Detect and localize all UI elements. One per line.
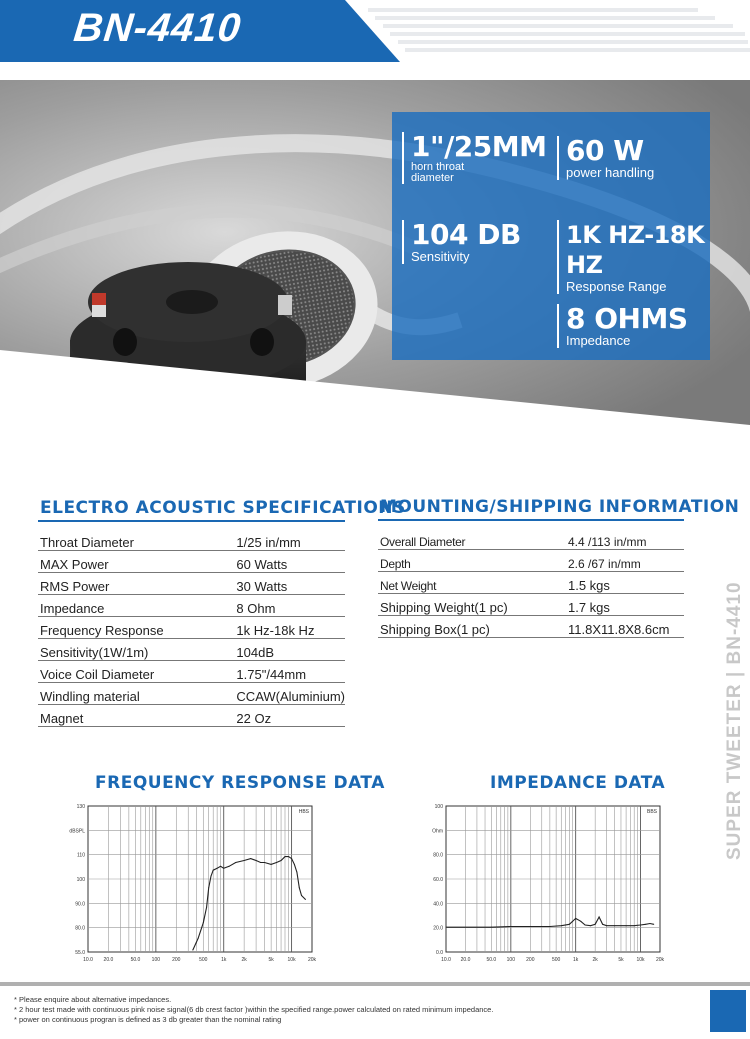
data-point	[305, 899, 306, 900]
mounting-title-rule	[378, 519, 684, 521]
data-point	[299, 887, 300, 888]
data-point	[294, 864, 295, 865]
side-vertical-label: SUPER TWEETER | BN-4410	[724, 581, 745, 860]
data-point	[288, 856, 289, 857]
x-tick-label: 5k	[618, 957, 624, 963]
data-point	[213, 870, 214, 871]
x-tick-label: 200	[172, 957, 181, 963]
x-tick-label: 5k	[268, 957, 274, 963]
data-point	[602, 924, 603, 925]
spec-name: Sensitivity(1W/1m)	[38, 639, 234, 661]
spec-value: 60 Watts	[234, 551, 345, 573]
spec-name: Windling material	[38, 683, 234, 705]
spec-name: Throat Diameter	[38, 529, 234, 551]
data-point	[649, 923, 650, 924]
y-tick-label: 60.0	[433, 877, 443, 883]
data-point	[561, 925, 562, 926]
footer-note: * 2 hour test made with continuous pink noise signal(6 db crest factor )within the specified range.power calculated on rated minimum impedance.	[14, 1005, 494, 1014]
data-point	[575, 918, 576, 919]
data-point	[296, 872, 297, 873]
y-tick-label: 55.0	[75, 950, 85, 956]
data-point	[284, 856, 285, 857]
table-row	[378, 616, 684, 638]
spec-sensitivity: 104 DB Sensitivity	[402, 220, 521, 264]
data-point	[223, 868, 224, 869]
spec-name: Magnet	[38, 705, 234, 727]
data-point	[206, 907, 207, 908]
spec-value: 1/25 in/mm	[234, 529, 345, 551]
spec-name: Shipping Weight(1 pc)	[378, 594, 566, 616]
data-point	[208, 887, 209, 888]
data-point	[569, 924, 570, 925]
y-tick-label: 110	[77, 852, 85, 859]
table-row	[38, 617, 345, 639]
spec-throat: 1"/25MM horn throat diameter	[402, 132, 547, 184]
table-row	[378, 550, 684, 572]
x-tick-label: 2k	[241, 957, 247, 963]
footer-notes	[14, 995, 493, 1025]
table-row	[378, 594, 684, 616]
data-point	[640, 924, 641, 925]
spec-value: 4.4 /113 in/mm	[566, 528, 684, 550]
frequency-response-chart	[60, 800, 320, 965]
spec-value: 1.7 kgs	[566, 594, 684, 616]
y-tick-label: 20.0	[433, 925, 443, 932]
x-tick-label: 50.0	[486, 957, 497, 963]
y-tick-label: 130	[76, 804, 85, 810]
table-row	[38, 683, 345, 705]
spec-value: 22 Oz	[234, 705, 345, 727]
table-row	[38, 705, 345, 727]
spec-value: 1k Hz-18k Hz	[234, 617, 345, 639]
y-tick-label: 40.0	[433, 901, 443, 908]
data-point	[580, 921, 581, 922]
x-tick-label: 20.0	[460, 957, 471, 963]
impedance-chart-title: IMPEDANCE DATA	[490, 773, 666, 793]
data-point	[585, 924, 586, 925]
data-point	[192, 950, 193, 951]
table-row	[38, 529, 345, 551]
spec-value: 2.6 /67 in/mm	[566, 550, 684, 572]
data-point	[276, 862, 277, 863]
data-point	[530, 926, 531, 927]
spec-value: 11.8X11.8X8.6cm	[566, 616, 684, 638]
data-point	[217, 868, 218, 869]
spec-value: 104dB	[234, 639, 345, 661]
spec-name: Net Weight	[378, 572, 566, 594]
frequency-chart-title: FREQUENCY RESPONSE DATA	[95, 773, 385, 793]
x-tick-label: 100	[506, 957, 516, 963]
x-tick-label: 200	[526, 957, 535, 963]
data-point	[220, 866, 221, 867]
spec-name: Overall Diameter	[378, 528, 566, 550]
data-point	[590, 925, 591, 926]
spec-response-range: 1K HZ-18K HZ Response Range	[557, 220, 710, 294]
table-row	[378, 528, 684, 550]
spec-name: Shipping Box(1 pc)	[378, 616, 566, 638]
data-point	[271, 864, 272, 865]
spec-name: Frequency Response	[38, 617, 234, 639]
y-tick-label: 100	[76, 877, 85, 883]
x-tick-label: 20k	[655, 957, 665, 963]
data-point	[634, 925, 635, 926]
electro-title-rule	[38, 520, 345, 522]
data-point	[281, 860, 282, 861]
spec-name: Impedance	[38, 595, 234, 617]
spec-value: 30 Watts	[234, 573, 345, 595]
spec-value: 1.5 kgs	[566, 572, 684, 594]
x-tick-label: 10.0	[83, 957, 93, 963]
data-point	[626, 925, 627, 926]
data-point	[653, 924, 654, 925]
data-point	[260, 862, 261, 863]
table-row	[38, 551, 345, 573]
corner-label: BBS	[646, 809, 657, 815]
corner-label: HBS	[298, 809, 309, 815]
data-point	[211, 876, 212, 877]
footer-rule	[0, 982, 750, 986]
table-row	[38, 595, 345, 617]
data-point	[446, 927, 447, 928]
electro-spec-table	[38, 529, 345, 727]
x-tick-label: 10.0	[441, 957, 451, 963]
y-tick-label: 80.0	[75, 925, 85, 932]
hero-spec-panel	[392, 112, 710, 360]
x-tick-label: 100	[151, 957, 161, 963]
data-point	[198, 938, 199, 939]
footer-note: * power on continuous progran is defined as 3 db greater than the nominal rating	[14, 1015, 282, 1024]
data-point	[549, 926, 550, 927]
table-row	[378, 572, 684, 594]
data-point	[510, 926, 511, 927]
y-tick-label: Ohm	[432, 828, 443, 835]
data-point	[645, 924, 646, 925]
y-tick-label: dBSPL	[69, 828, 85, 835]
x-tick-label: 20.0	[103, 957, 114, 963]
x-tick-label: 1k	[573, 957, 579, 963]
y-tick-label: 100	[434, 804, 443, 810]
data-point	[291, 858, 292, 859]
x-tick-label: 2k	[592, 957, 598, 963]
x-tick-label: 500	[199, 957, 208, 963]
data-point	[256, 860, 257, 861]
mounting-spec-table	[378, 528, 684, 638]
spec-name: Voice Coil Diameter	[38, 661, 234, 683]
product-title: BN-4410	[71, 6, 244, 50]
data-point	[599, 916, 600, 917]
electro-section-title: ELECTRO ACOUSTIC SPECIFICATIONS	[40, 498, 406, 518]
y-tick-label: 0.0	[436, 950, 443, 956]
table-row	[38, 639, 345, 661]
x-tick-label: 500	[551, 957, 561, 963]
spec-value: 1.75"/44mm	[234, 661, 345, 683]
impedance-chart	[418, 800, 668, 965]
data-point	[235, 862, 236, 863]
spec-impedance: 8 OHMS Impedance	[557, 304, 688, 348]
data-point	[301, 895, 302, 896]
data-point	[244, 860, 245, 861]
spec-power: 60 W power handling	[557, 136, 654, 180]
data-point	[595, 924, 596, 925]
spec-name: MAX Power	[38, 551, 234, 573]
x-tick-label: 10k	[287, 957, 296, 963]
spec-value: 8 Ohm	[234, 595, 345, 617]
data-point	[229, 866, 230, 867]
x-tick-label: 50.0	[130, 957, 141, 963]
y-tick-label: 90.0	[75, 901, 85, 908]
data-point	[203, 922, 204, 923]
table-row	[38, 573, 345, 595]
mounting-section-title: MOUNTING/SHIPPING INFORMATION	[380, 497, 740, 517]
y-tick-label: 80.0	[433, 852, 443, 859]
x-tick-label: 20k	[307, 957, 317, 963]
spec-name: Depth	[378, 550, 566, 572]
spec-name: RMS Power	[38, 573, 234, 595]
x-tick-label: 10k	[636, 957, 645, 963]
data-point	[614, 925, 615, 926]
x-tick-label: 1k	[221, 957, 227, 963]
footer-note: * Please enquire about alternative impedances.	[14, 995, 172, 1004]
spec-value: CCAW(Aluminium)	[234, 683, 345, 705]
data-point	[491, 927, 492, 928]
data-point	[606, 925, 607, 926]
data-point	[250, 858, 251, 859]
data-point	[264, 862, 265, 863]
footer-brand-block	[710, 990, 746, 1032]
table-row	[38, 661, 345, 683]
